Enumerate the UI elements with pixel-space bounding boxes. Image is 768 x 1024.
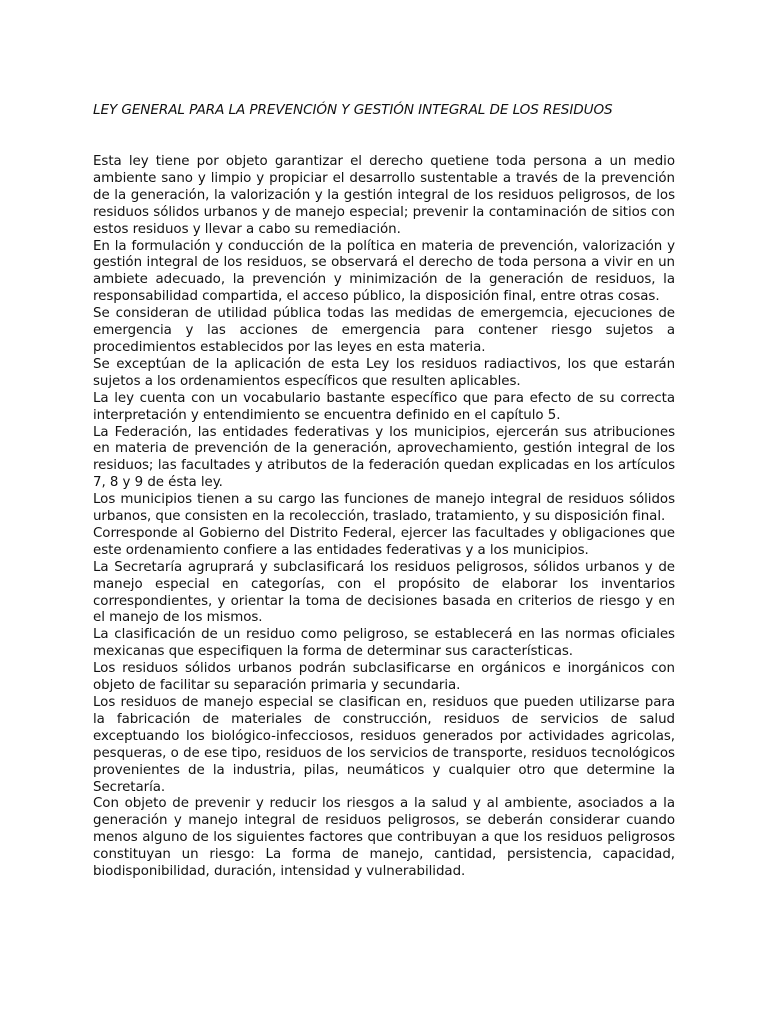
paragraph-10: La clasificación de un residuo como peligroso, se establecerá en las normas oficiales mexicanas que especifiquen la forma de determinar sus características. <box>93 627 675 660</box>
paragraph-1: Esta ley tiene por objeto garantizar el derecho quetiene toda persona a un medio ambiente sano y limpio y propiciar el desarrollo sustentable a través de la prevención de la generación, la valorización y la gestión integral de los residuos peligrosos, de los residuos sólidos urbanos y de manejo especial; prevenir la contaminación de sitios con estos residuos y llevar a cabo su remediación. <box>93 154 675 237</box>
paragraph-7: Los municipios tienen a su cargo las funciones de manejo integral de residuos sólidos urbanos, que consisten en la recolección, traslado, tratamiento, y su disposición final. <box>93 492 675 525</box>
paragraph-11: Los residuos sólidos urbanos podrán subclasificarse en orgánicos e inorgánicos con objeto de facilitar su separación primaria y secundaria. <box>93 661 675 694</box>
paragraph-9: La Secretaría agruprará y subclasificará los residuos peligrosos, sólidos urbanos y de manejo especial en categorías, con el propósito de elaborar los inventarios correspondientes, y orientar la toma de decisiones basada en criterios de riesgo y en el manejo de los mismos. <box>93 559 675 626</box>
paragraph-12: Los residuos de manejo especial se clasifican en, residuos que pueden utilizarse para la fabricación de materiales de construcción, residuos de servicios de salud exceptuando los biológico-infecciosos, residuos generados por actividades agricolas, pesqueras, o de ese tipo, residuos de los servicios de transporte, residuos tecnológicos provenientes de la industria, pilas, neumáticos y cualquier otro que determine la Secretaría. <box>93 695 675 795</box>
document-title: LEY GENERAL PARA LA PREVENCIÓN Y GESTIÓN INTEGRAL DE LOS RESIDUOS <box>93 102 613 118</box>
document-page <box>93 100 675 881</box>
paragraph-8: Corresponde al Gobierno del Distrito Federal, ejercer las facultades y obligaciones que este ordenamiento confiere a las entidades federativas y a los municipios. <box>93 525 675 558</box>
document-body <box>93 154 675 881</box>
paragraph-3: Se consideran de utilidad pública todas las medidas de emergemcia, ejecuciones de emergencia y las acciones de emergencia para contener riesgo sujetos a procedimientos establecidos por las leyes en esta materia. <box>93 306 675 355</box>
paragraph-2: En la formulación y conducción de la política en materia de prevención, valorización y gestión integral de los residuos, se observará el derecho de toda persona a vivir en un ambiete adecuado, la prevención y minimización de la generación de residuos, la responsabilidad compartida, el acceso público, la disposición final, entre otras cosas. <box>93 238 675 305</box>
paragraph-4: Se exceptúan de la aplicación de esta Ley los residuos radiactivos, los que estarán sujetos a los ordenamientos específicos que resulten aplicables. <box>93 356 675 389</box>
paragraph-6: La Federación, las entidades federativas y los municipios, ejercerán sus atribuciones en materia de prevención de la generación, aprovechamiento, gestión integral de los residuos; las facultades y atributos de la federación quedan explicadas en los artículos 7, 8 y 9 de ésta ley. <box>93 424 675 491</box>
paragraph-5: La ley cuenta con un vocabulario bastante específico que para efecto de su correcta interpretación y entendimiento se encuentra definido en el capítulo 5. <box>93 390 675 423</box>
paragraph-13: Con objeto de prevenir y reducir los riesgos a la salud y al ambiente, asociados a la generación y manejo integral de residuos peligrosos, se deberán considerar cuando menos alguno de los siguientes factores que contribuyan a que los residuos peligrosos constituyan un riesgo: La forma de manejo, cantidad, persistencia, capacidad, biodisponibilidad, duración, intensidad y vulnerabilidad. <box>93 796 675 880</box>
